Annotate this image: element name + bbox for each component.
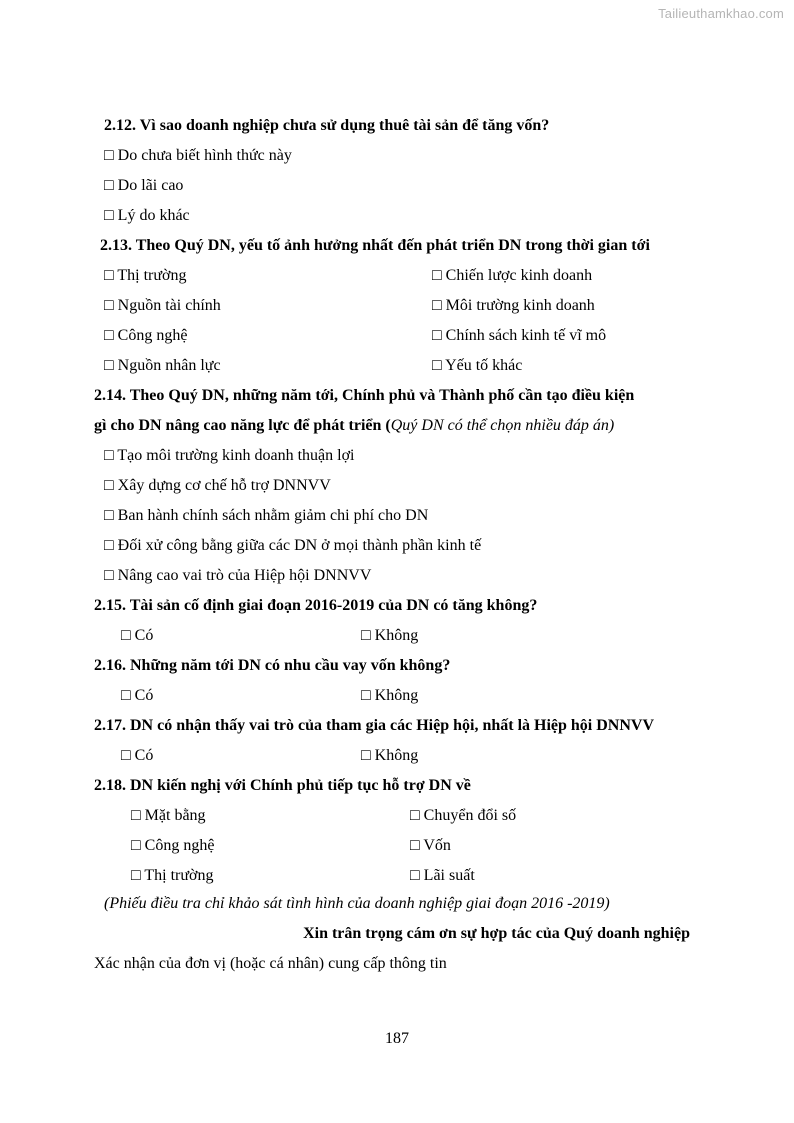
checkbox-option[interactable]: □ Vốn xyxy=(410,837,451,854)
question-2-14-title-cont xyxy=(94,416,614,436)
watermark: Tailieuthamkhao.com xyxy=(658,6,784,21)
checkbox-option[interactable]: □ Nâng cao vai trò của Hiệp hội DNNVV xyxy=(104,567,372,584)
question-2-14-title: 2.14. Theo Quý DN, những năm tới, Chính phủ và Thành phố cần tạo điều kiện xyxy=(94,387,635,404)
checkbox-no[interactable]: □ Không xyxy=(361,627,419,644)
page-number: 187 xyxy=(385,1030,409,1047)
question-2-15-title: 2.15. Tài sản cố định giai đoạn 2016-2019 của DN có tăng không? xyxy=(94,597,538,614)
checkbox-no[interactable]: □ Không xyxy=(361,747,419,764)
checkbox-option[interactable]: □ Lý do khác xyxy=(104,207,190,224)
checkbox-yes[interactable]: □ Có xyxy=(121,747,154,764)
question-2-14-title-bold: gì cho DN nâng cao năng lực để phát triển ( xyxy=(94,417,391,434)
checkbox-option[interactable]: □ Môi trường kinh doanh xyxy=(432,297,595,314)
checkbox-option[interactable]: □ Tạo môi trường kinh doanh thuận lợi xyxy=(104,447,355,464)
checkbox-option[interactable]: □ Lãi suất xyxy=(410,867,475,884)
checkbox-option[interactable]: □ Nguồn tài chính xyxy=(104,297,221,314)
checkbox-option[interactable]: □ Do chưa biết hình thức này xyxy=(104,147,292,164)
checkbox-option[interactable]: □ Thị trường xyxy=(131,867,214,884)
checkbox-option[interactable]: □ Chính sách kinh tế vĩ mô xyxy=(432,327,607,344)
question-2-17-title: 2.17. DN có nhận thấy vai trò của tham gia các Hiệp hội, nhất là Hiệp hội DNNVV xyxy=(94,717,655,734)
checkbox-no[interactable]: □ Không xyxy=(361,687,419,704)
checkbox-option[interactable]: □ Đối xử công bằng giữa các DN ở mọi thành phần kinh tế xyxy=(104,537,482,554)
checkbox-option[interactable]: □ Yếu tố khác xyxy=(432,357,523,374)
checkbox-option[interactable]: □ Mặt bằng xyxy=(131,807,206,824)
confirmation-line: Xác nhận của đơn vị (hoặc cá nhân) cung cấp thông tin xyxy=(94,955,447,972)
checkbox-option[interactable]: □ Nguồn nhân lực xyxy=(104,357,221,374)
question-2-18-title: 2.18. DN kiến nghị với Chính phủ tiếp tục hỗ trợ DN về xyxy=(94,777,471,794)
checkbox-option[interactable]: □ Thị trường xyxy=(104,267,187,284)
checkbox-option[interactable]: □ Ban hành chính sách nhằm giảm chi phí cho DN xyxy=(104,507,429,524)
question-2-12-title: 2.12. Vì sao doanh nghiệp chưa sử dụng thuê tài sản để tăng vốn? xyxy=(104,117,550,134)
checkbox-option[interactable]: □ Xây dựng cơ chế hỗ trợ DNNVV xyxy=(104,477,331,494)
checkbox-yes[interactable]: □ Có xyxy=(121,687,154,704)
checkbox-option[interactable]: □ Chuyển đổi số xyxy=(410,807,517,824)
question-2-16-title: 2.16. Những năm tới DN có nhu cầu vay vốn không? xyxy=(94,657,451,674)
survey-note: (Phiếu điều tra chỉ khảo sát tình hình của doanh nghiệp giai đoạn 2016 -2019) xyxy=(104,895,610,912)
thanks-line: Xin trân trọng cám ơn sự hợp tác của Quý doanh nghiệp xyxy=(303,925,690,942)
checkbox-option[interactable]: □ Chiến lược kinh doanh xyxy=(432,267,593,284)
checkbox-option[interactable]: □ Do lãi cao xyxy=(104,177,184,194)
checkbox-option[interactable]: □ Công nghệ xyxy=(104,327,188,344)
checkbox-yes[interactable]: □ Có xyxy=(121,627,154,644)
question-2-14-title-italic: Quý DN có thể chọn nhiều đáp án) xyxy=(390,417,615,434)
checkbox-option[interactable]: □ Công nghệ xyxy=(131,837,215,854)
question-2-13-title: 2.13. Theo Quý DN, yếu tố ảnh hưởng nhất đến phát triển DN trong thời gian tới xyxy=(100,237,650,254)
